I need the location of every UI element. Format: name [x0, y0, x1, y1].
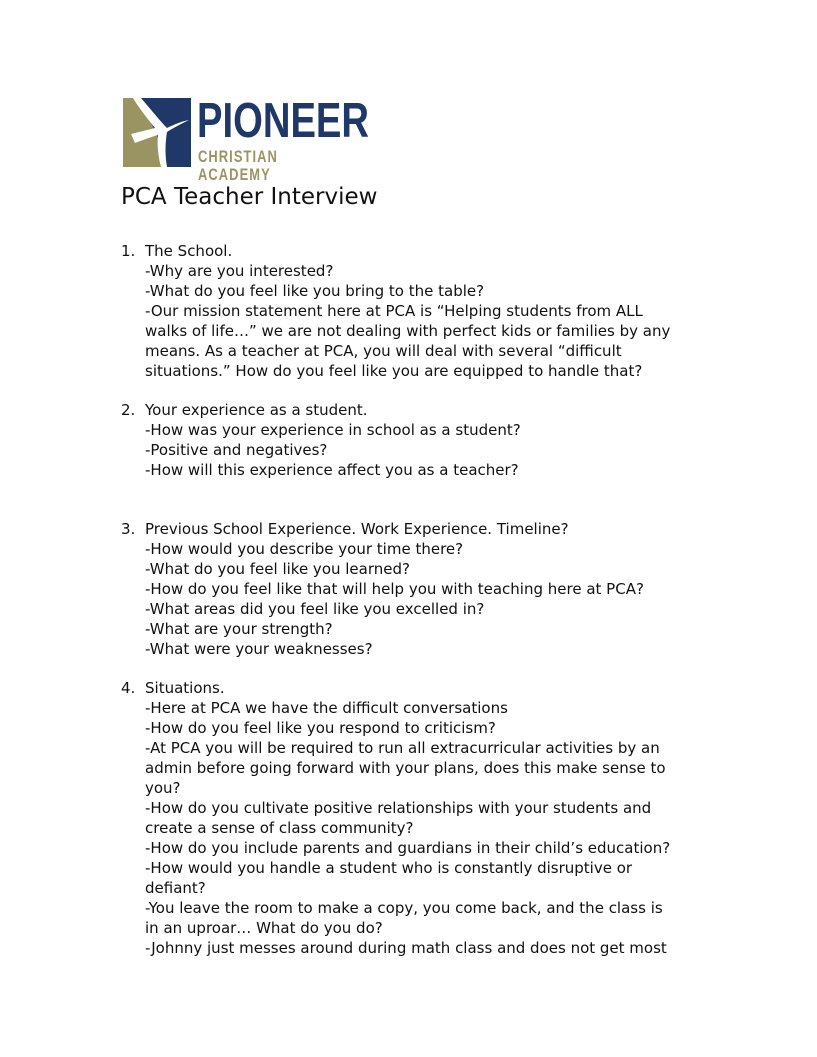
page-title: PCA Teacher Interview — [121, 184, 378, 210]
question-line: situations.” How do you feel like you are equipped to handle that? — [145, 362, 643, 380]
logo-wordmark: PIONEER — [197, 94, 370, 148]
question-line: -How was your experience in school as a student? — [145, 421, 521, 439]
section-3 — [121, 519, 721, 659]
question-line: -How do you cultivate positive relationships with your students and — [145, 799, 652, 817]
section-heading: Previous School Experience. Work Experience. Timeline? — [145, 520, 569, 538]
question-line: defiant? — [145, 879, 206, 897]
question-line: -What do you feel like you bring to the table? — [145, 282, 485, 300]
question-line: -Positive and negatives? — [145, 441, 328, 459]
question-line: -How would you describe your time there? — [145, 540, 464, 558]
question-line: you? — [145, 779, 181, 797]
spacer — [121, 480, 721, 519]
question-line: -Here at PCA we have the difficult conversations — [145, 699, 508, 717]
question-line: -How do you feel like that will help you with teaching here at PCA? — [145, 580, 644, 598]
question-line: -Our mission statement here at PCA is “Helping students from ALL — [145, 302, 643, 320]
question-line: -At PCA you will be required to run all extracurricular activities by an — [145, 739, 660, 757]
spacer — [121, 659, 721, 678]
question-line: -Why are you interested? — [145, 262, 334, 280]
question-line: -What were your weaknesses? — [145, 640, 373, 658]
question-line: -What areas did you feel like you excelled in? — [145, 600, 485, 618]
section-4 — [121, 678, 721, 958]
question-line: -How do you feel like you respond to criticism? — [145, 719, 496, 737]
section-heading: Situations. — [145, 679, 225, 697]
question-line: create a sense of class community? — [145, 819, 414, 837]
question-line: admin before going forward with your plans, does this make sense to — [145, 759, 666, 777]
school-logo — [123, 94, 378, 184]
section-1 — [121, 241, 721, 381]
question-line: walks of life…” we are not dealing with perfect kids or families by any — [145, 322, 671, 340]
question-line: -How would you handle a student who is constantly disruptive or — [145, 859, 633, 877]
section-2 — [121, 400, 721, 480]
question-line: -Johnny just messes around during math class and does not get most — [145, 939, 667, 957]
section-heading: Your experience as a student. — [145, 401, 368, 419]
logo-subtitle: CHRISTIAN ACADEMY — [198, 147, 278, 184]
question-line: -What are your strength? — [145, 620, 333, 638]
question-line: -You leave the room to make a copy, you come back, and the class is — [145, 899, 663, 917]
question-line: -What do you feel like you learned? — [145, 560, 410, 578]
question-line: in an uproar… What do you do? — [145, 919, 383, 937]
spacer — [121, 381, 721, 400]
section-number: 3. — [121, 520, 136, 538]
question-line: means. As a teacher at PCA, you will deal with several “difficult — [145, 342, 622, 360]
section-number: 2. — [121, 401, 136, 419]
question-list — [121, 241, 721, 958]
question-line: -How do you include parents and guardians in their child’s education? — [145, 839, 671, 857]
section-heading: The School. — [145, 242, 233, 260]
section-number: 4. — [121, 679, 136, 697]
cross-logo-icon — [123, 98, 191, 167]
section-number: 1. — [121, 242, 136, 260]
question-line: -How will this experience affect you as a teacher? — [145, 461, 519, 479]
